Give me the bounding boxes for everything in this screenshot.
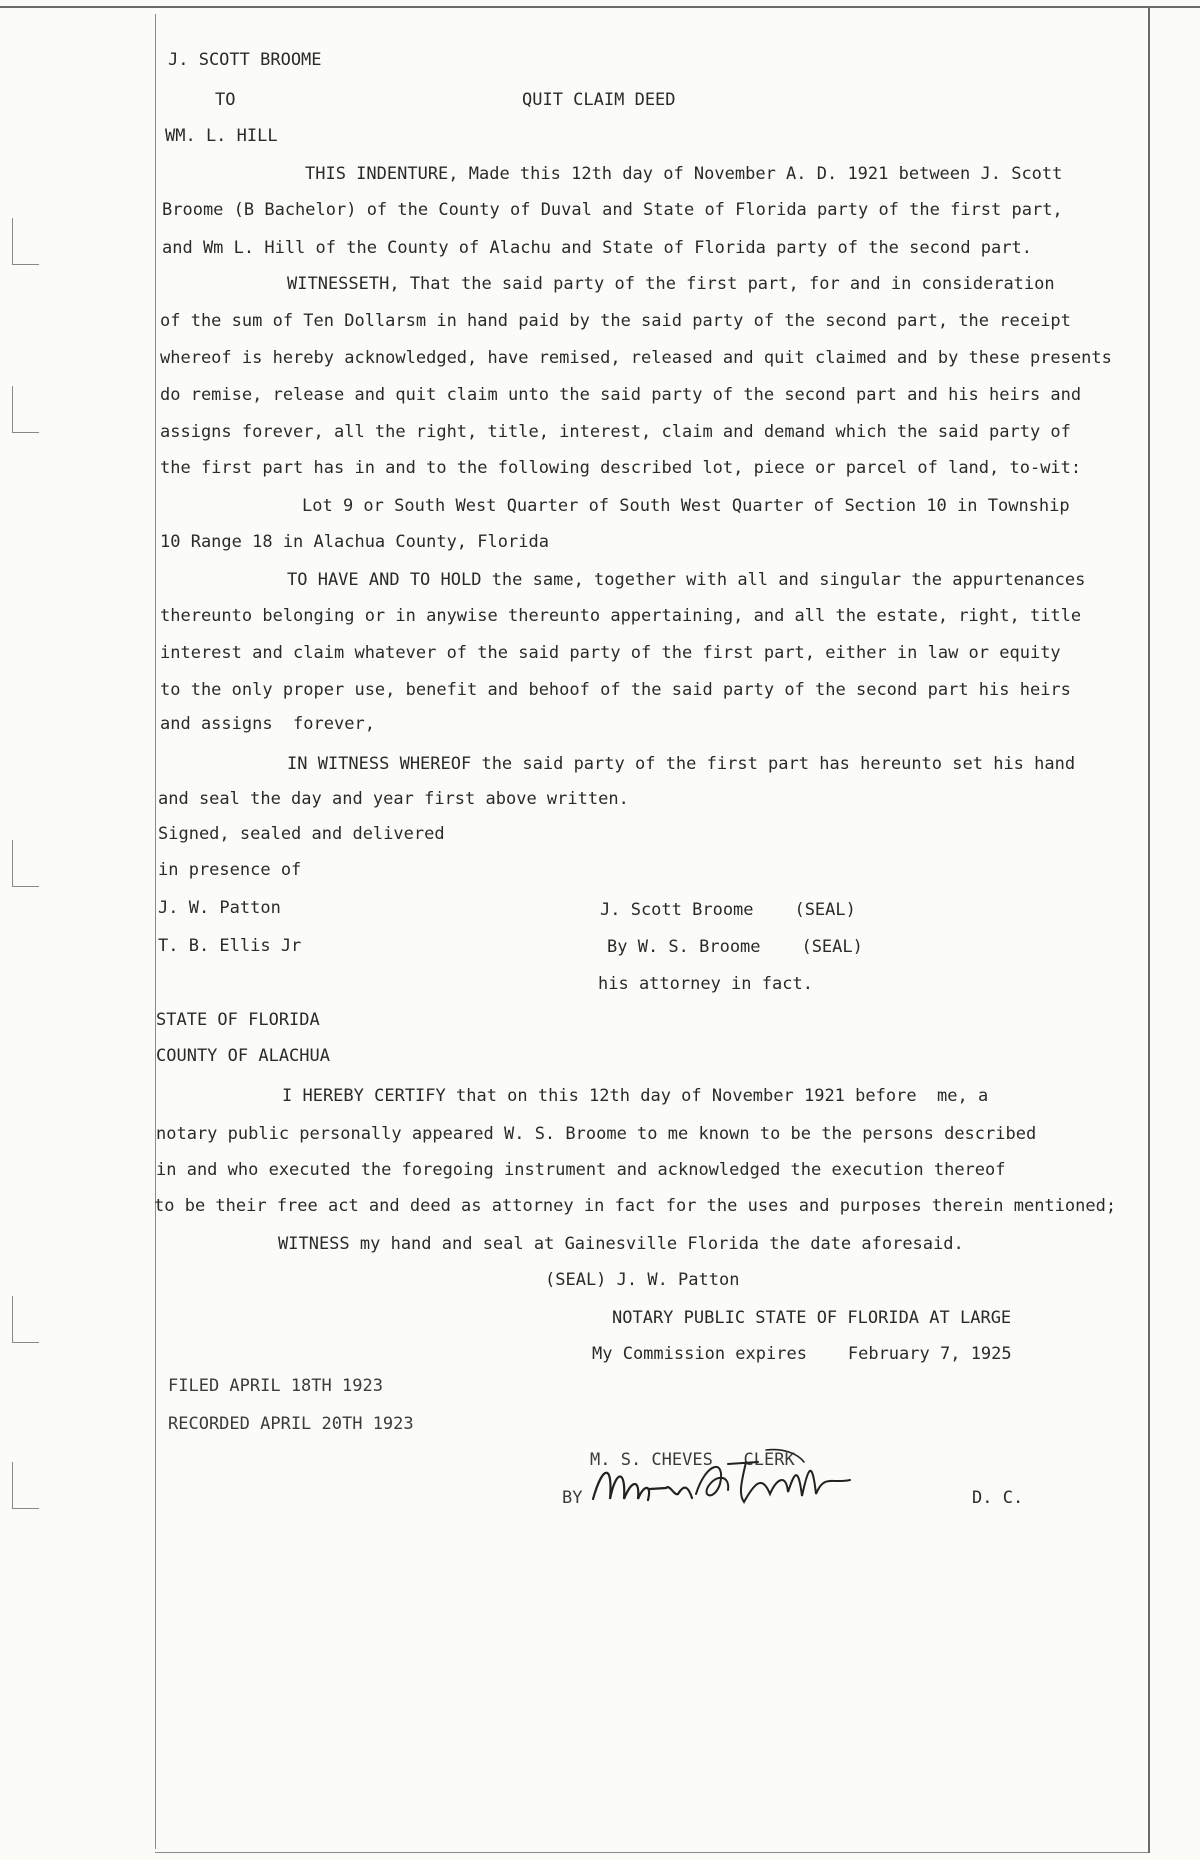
witness-name: T. B. Ellis Jr — [158, 936, 302, 956]
body-line: do remise, release and quit claim unto the said party of the second part and his heirs and — [160, 385, 1082, 405]
binder-mark — [12, 840, 39, 887]
body-line: and Wm L. Hill of the County of Alachu and State of Florida party of the second part. — [162, 238, 1032, 258]
right-margin-line — [1148, 8, 1150, 1853]
body-line: of the sum of Ten Dollarsm in hand paid by the said party of the second part, the receipt — [160, 311, 1071, 331]
clerk-name: M. S. CHEVES CLERK — [590, 1450, 795, 1470]
legal-description: Lot 9 or South West Quarter of South West Quarter of Section 10 in Township — [302, 496, 1070, 516]
filed-stamp: FILED APRIL 18TH 1923 — [168, 1376, 383, 1396]
witness-name: J. W. Patton — [158, 898, 281, 918]
body-line: the first part has in and to the following described lot, piece or parcel of land, to-wit: — [160, 458, 1082, 478]
presence-line: in presence of — [158, 860, 302, 880]
body-line: IN WITNESS WHEREOF the said party of the first part has hereunto set his hand — [287, 754, 1076, 774]
body-line: THIS INDENTURE, Made this 12th day of November A. D. 1921 between J. Scott — [305, 164, 1063, 184]
grantor-signature: J. Scott Broome (SEAL) — [600, 900, 856, 920]
notary-title: NOTARY PUBLIC STATE OF FLORIDA AT LARGE — [612, 1308, 1012, 1328]
bottom-border — [155, 1852, 1148, 1853]
signed-line: Signed, sealed and delivered — [158, 824, 445, 844]
acknowledgment-line: I HEREBY CERTIFY that on this 12th day of November 1921 before me, a — [282, 1086, 989, 1106]
acknowledgment-line: notary public personally appeared W. S. Broome to me known to be the persons described — [156, 1124, 1037, 1144]
body-line: thereunto belonging or in anywise thereunto appertaining, and all the estate, right, title — [160, 606, 1082, 626]
state-heading: STATE OF FLORIDA — [156, 1010, 320, 1030]
top-border — [0, 6, 1200, 8]
grantee-name: WM. L. HILL — [165, 126, 278, 146]
recorded-stamp: RECORDED APRIL 20TH 1923 — [168, 1414, 414, 1434]
binder-mark — [12, 218, 39, 265]
acknowledgment-line: to be their free act and deed as attorney in fact for the uses and purposes therein mentioned; — [154, 1196, 1117, 1216]
commission-line: My Commission expires February 7, 1925 — [592, 1344, 1012, 1364]
body-line: WITNESSETH, That the said party of the first part, for and in consideration — [287, 274, 1055, 294]
body-line: whereof is hereby acknowledged, have remised, released and quit claimed and by these presents — [160, 348, 1112, 368]
by-label: BY — [562, 1488, 583, 1508]
left-margin-line — [155, 14, 156, 1849]
acknowledgment-line: in and who executed the foregoing instrument and acknowledged the execution thereof — [156, 1160, 1006, 1180]
binder-mark — [12, 386, 39, 433]
body-line: interest and claim whatever of the said party of the first part, either in law or equity — [160, 643, 1061, 663]
to-label: TO — [215, 90, 236, 110]
body-line: TO HAVE AND TO HOLD the same, together with all and singular the appurtenances — [287, 570, 1086, 590]
body-line: assigns forever, all the right, title, interest, claim and demand which the said party of — [160, 422, 1071, 442]
county-heading: COUNTY OF ALACHUA — [156, 1046, 330, 1066]
deputy-clerk-signature — [588, 1444, 888, 1524]
acknowledgment-line: WITNESS my hand and seal at Gainesville Florida the date aforesaid. — [278, 1234, 964, 1254]
deed-title: QUIT CLAIM DEED — [522, 90, 676, 110]
binder-mark — [12, 1296, 39, 1343]
body-line: Broome (B Bachelor) of the County of Duval and State of Florida party of the first part, — [162, 200, 1063, 220]
deputy-clerk-label: D. C. — [972, 1488, 1024, 1508]
attorney-label: his attorney in fact. — [598, 974, 813, 994]
notary-seal: (SEAL) J. W. Patton — [545, 1270, 740, 1290]
attorney-signature: By W. S. Broome (SEAL) — [607, 937, 863, 957]
body-line: and seal the day and year first above written. — [158, 789, 629, 809]
body-line: to the only proper use, benefit and behoof of the said party of the second part his heirs — [160, 680, 1071, 700]
binder-mark — [12, 1462, 39, 1509]
grantor-name: J. SCOTT BROOME — [168, 50, 322, 70]
body-line: and assigns forever, — [160, 714, 375, 734]
legal-description: 10 Range 18 in Alachua County, Florida — [160, 532, 549, 552]
